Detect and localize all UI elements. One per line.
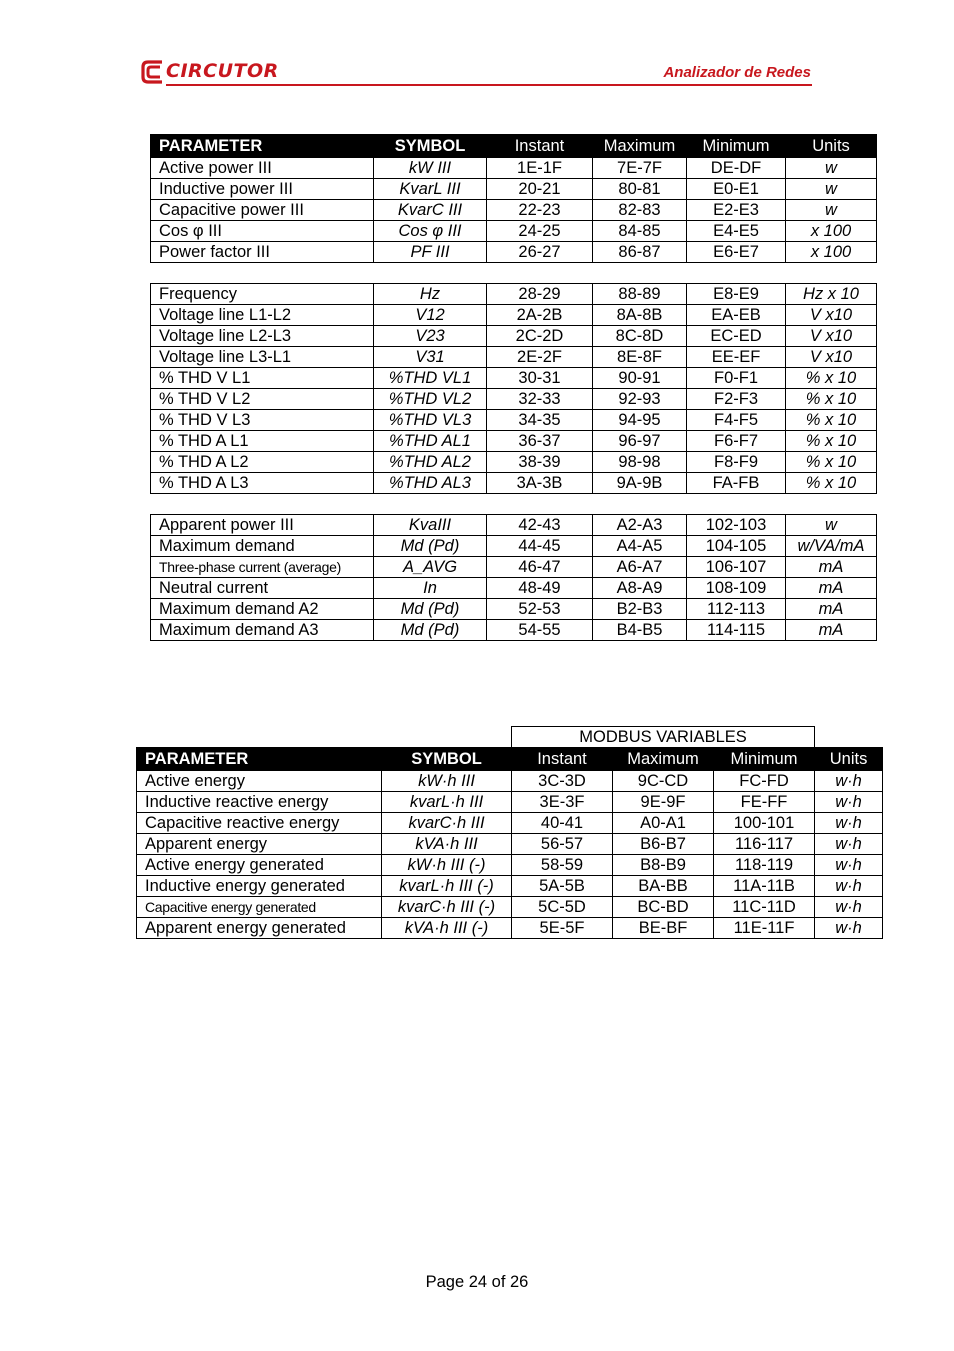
cell-instant: 38-39 xyxy=(487,452,593,473)
table-row xyxy=(137,918,883,939)
cell-symbol: %THD AL1 xyxy=(374,431,487,452)
cell-units: mA xyxy=(786,620,877,641)
cell-minimum: EA-EB xyxy=(687,305,786,326)
cell-units: mA xyxy=(786,557,877,578)
cell-parameter: Voltage line L1-L2 xyxy=(151,305,374,326)
cell-instant: 58-59 xyxy=(512,855,613,876)
cell-minimum: F4-F5 xyxy=(687,410,786,431)
cell-symbol: PF III xyxy=(374,242,487,263)
cell-instant: 3E-3F xyxy=(512,792,613,813)
cell-units: w xyxy=(786,158,877,179)
cell-symbol: kvarC·h III (-) xyxy=(382,897,512,918)
cell-symbol: Md (Pd) xyxy=(374,620,487,641)
cell-parameter: Maximum demand xyxy=(151,536,374,557)
cell-minimum: 11A-11B xyxy=(714,876,815,897)
document-title: Analizador de Redes xyxy=(663,64,811,81)
cell-units: x 100 xyxy=(786,221,877,242)
register-table-2 xyxy=(136,726,883,939)
cell-minimum: DE-DF xyxy=(687,158,786,179)
cell-maximum: 88-89 xyxy=(593,284,687,305)
cell-symbol: V31 xyxy=(374,347,487,368)
cell-minimum: 114-115 xyxy=(687,620,786,641)
cell-symbol: KvarC III xyxy=(374,200,487,221)
cell-minimum: E4-E5 xyxy=(687,221,786,242)
table-row xyxy=(137,813,883,834)
cell-maximum: 98-98 xyxy=(593,452,687,473)
cell-maximum: 9C-CD xyxy=(613,771,714,792)
header-minimum: Minimum xyxy=(687,135,786,158)
cell-minimum: F6-F7 xyxy=(687,431,786,452)
table-header-row xyxy=(151,135,877,158)
cell-units: x 100 xyxy=(786,242,877,263)
page-number: Page 24 of 26 xyxy=(425,1273,529,1291)
cell-units: % x 10 xyxy=(786,389,877,410)
cell-symbol: Cos φ III xyxy=(374,221,487,242)
cell-symbol: %THD AL2 xyxy=(374,452,487,473)
cell-instant: 34-35 xyxy=(487,410,593,431)
cell-instant: 48-49 xyxy=(487,578,593,599)
cell-symbol: kW·h III xyxy=(382,771,512,792)
cell-parameter: % THD A L1 xyxy=(151,431,374,452)
table-row xyxy=(137,855,883,876)
cell-parameter: Power factor III xyxy=(151,242,374,263)
cell-minimum: 102-103 xyxy=(687,515,786,536)
cell-parameter: % THD A L3 xyxy=(151,473,374,494)
cell-units: w·h xyxy=(815,876,883,897)
table-row xyxy=(137,876,883,897)
table-row xyxy=(151,368,877,389)
cell-instant: 3C-3D xyxy=(512,771,613,792)
cell-parameter: Voltage line L3-L1 xyxy=(151,347,374,368)
table-row xyxy=(151,347,877,368)
cell-parameter: % THD V L1 xyxy=(151,368,374,389)
cell-minimum: F8-F9 xyxy=(687,452,786,473)
cell-maximum: 94-95 xyxy=(593,410,687,431)
table-row xyxy=(151,200,877,221)
cell-symbol: A_AVG xyxy=(374,557,487,578)
cell-symbol: kvarC·h III xyxy=(382,813,512,834)
cell-symbol: kvarL·h III (-) xyxy=(382,876,512,897)
cell-maximum: A2-A3 xyxy=(593,515,687,536)
cell-symbol: Hz xyxy=(374,284,487,305)
cell-instant: 5E-5F xyxy=(512,918,613,939)
cell-units: w·h xyxy=(815,792,883,813)
register-table-1 xyxy=(150,134,877,641)
cell-instant: 30-31 xyxy=(487,368,593,389)
cell-parameter: Capacitive reactive energy xyxy=(137,813,382,834)
cell-units: w xyxy=(786,200,877,221)
cell-symbol: %THD VL2 xyxy=(374,389,487,410)
cell-instant: 28-29 xyxy=(487,284,593,305)
table-row xyxy=(151,221,877,242)
header-minimum: Minimum xyxy=(714,748,815,771)
cell-units: mA xyxy=(786,599,877,620)
table-row xyxy=(151,158,877,179)
cell-maximum: A0-A1 xyxy=(613,813,714,834)
cell-parameter: Neutral current xyxy=(151,578,374,599)
table-row xyxy=(151,284,877,305)
table-row xyxy=(151,515,877,536)
cell-parameter: % THD V L2 xyxy=(151,389,374,410)
header-maximum: Maximum xyxy=(593,135,687,158)
cell-maximum: 90-91 xyxy=(593,368,687,389)
cell-maximum: 82-83 xyxy=(593,200,687,221)
cell-minimum: FE-FF xyxy=(714,792,815,813)
cell-parameter: Inductive reactive energy xyxy=(137,792,382,813)
cell-minimum: 100-101 xyxy=(714,813,815,834)
table-row xyxy=(151,452,877,473)
cell-parameter: Active energy xyxy=(137,771,382,792)
table-row xyxy=(151,599,877,620)
cell-minimum: EC-ED xyxy=(687,326,786,347)
table-row xyxy=(151,410,877,431)
header-parameter: PARAMETER xyxy=(137,748,382,771)
cell-instant: 42-43 xyxy=(487,515,593,536)
header-symbol: SYMBOL xyxy=(374,135,487,158)
cell-units: V x10 xyxy=(786,347,877,368)
cell-units: w/VA/mA xyxy=(786,536,877,557)
cell-maximum: A8-A9 xyxy=(593,578,687,599)
cell-instant: 54-55 xyxy=(487,620,593,641)
cell-maximum: BA-BB xyxy=(613,876,714,897)
table-row xyxy=(151,473,877,494)
cell-instant: 40-41 xyxy=(512,813,613,834)
cell-symbol: KvarL III xyxy=(374,179,487,200)
cell-instant: 44-45 xyxy=(487,536,593,557)
cell-units: w·h xyxy=(815,855,883,876)
cell-symbol: In xyxy=(374,578,487,599)
table-row xyxy=(137,771,883,792)
cell-maximum: 8A-8B xyxy=(593,305,687,326)
cell-symbol: %THD VL1 xyxy=(374,368,487,389)
cell-minimum: F2-F3 xyxy=(687,389,786,410)
table-row xyxy=(151,305,877,326)
table-header-row xyxy=(137,748,883,771)
cell-minimum: 108-109 xyxy=(687,578,786,599)
cell-instant: 2A-2B xyxy=(487,305,593,326)
cell-symbol: kW·h III (-) xyxy=(382,855,512,876)
table-row xyxy=(151,431,877,452)
cell-minimum: FC-FD xyxy=(714,771,815,792)
cell-parameter: Capacitive energy generated xyxy=(137,897,382,918)
cell-minimum: 106-107 xyxy=(687,557,786,578)
cell-units: w·h xyxy=(815,834,883,855)
cell-parameter: Capacitive power III xyxy=(151,200,374,221)
cell-minimum: FA-FB xyxy=(687,473,786,494)
cell-maximum: BE-BF xyxy=(613,918,714,939)
cell-maximum: 7E-7F xyxy=(593,158,687,179)
cell-units: Hz x 10 xyxy=(786,284,877,305)
header-symbol: SYMBOL xyxy=(382,748,512,771)
cell-instant: 36-37 xyxy=(487,431,593,452)
cell-units: w xyxy=(786,515,877,536)
group-spacer xyxy=(151,263,877,284)
cell-parameter: Apparent energy xyxy=(137,834,382,855)
cell-maximum: BC-BD xyxy=(613,897,714,918)
cell-units: w·h xyxy=(815,813,883,834)
cell-minimum: E8-E9 xyxy=(687,284,786,305)
table-row xyxy=(151,536,877,557)
modbus-variables-label: MODBUS VARIABLES xyxy=(512,727,815,748)
cell-maximum: 84-85 xyxy=(593,221,687,242)
cell-symbol: %THD AL3 xyxy=(374,473,487,494)
cell-minimum: EE-EF xyxy=(687,347,786,368)
cell-symbol: V12 xyxy=(374,305,487,326)
cell-maximum: B8-B9 xyxy=(613,855,714,876)
cell-parameter: Apparent power III xyxy=(151,515,374,536)
table-row xyxy=(137,792,883,813)
cell-parameter: Maximum demand A3 xyxy=(151,620,374,641)
cell-instant: 20-21 xyxy=(487,179,593,200)
cell-minimum: F0-F1 xyxy=(687,368,786,389)
cell-parameter: Frequency xyxy=(151,284,374,305)
cell-units: V x10 xyxy=(786,326,877,347)
cell-maximum: 9E-9F xyxy=(613,792,714,813)
cell-units: w·h xyxy=(815,897,883,918)
cell-instant: 52-53 xyxy=(487,599,593,620)
header-units: Units xyxy=(815,748,883,771)
cell-minimum: 11C-11D xyxy=(714,897,815,918)
modbus-group-row xyxy=(137,727,883,748)
cell-symbol: kW III xyxy=(374,158,487,179)
cell-symbol: kvarL·h III xyxy=(382,792,512,813)
cell-maximum: B2-B3 xyxy=(593,599,687,620)
header-parameter: PARAMETER xyxy=(151,135,374,158)
cell-symbol: V23 xyxy=(374,326,487,347)
cell-units: w·h xyxy=(815,918,883,939)
table-row xyxy=(151,326,877,347)
cell-maximum: A4-A5 xyxy=(593,536,687,557)
cell-instant: 46-47 xyxy=(487,557,593,578)
cell-units: V x10 xyxy=(786,305,877,326)
cell-maximum: 80-81 xyxy=(593,179,687,200)
header-rule xyxy=(166,84,812,86)
table-row xyxy=(137,897,883,918)
cell-parameter: Apparent energy generated xyxy=(137,918,382,939)
cell-parameter: Cos φ III xyxy=(151,221,374,242)
cell-instant: 5C-5D xyxy=(512,897,613,918)
cell-units: % x 10 xyxy=(786,473,877,494)
cell-parameter: % THD A L2 xyxy=(151,452,374,473)
cell-units: w xyxy=(786,179,877,200)
cell-minimum: E0-E1 xyxy=(687,179,786,200)
cell-parameter: Active power III xyxy=(151,158,374,179)
cell-instant: 2C-2D xyxy=(487,326,593,347)
table-row xyxy=(151,620,877,641)
group-spacer xyxy=(151,494,877,515)
cell-maximum: A6-A7 xyxy=(593,557,687,578)
cell-minimum: 104-105 xyxy=(687,536,786,557)
cell-instant: 3A-3B xyxy=(487,473,593,494)
cell-parameter: Inductive energy generated xyxy=(137,876,382,897)
cell-minimum: 11E-11F xyxy=(714,918,815,939)
table-row xyxy=(151,578,877,599)
cell-units: % x 10 xyxy=(786,452,877,473)
cell-symbol: Md (Pd) xyxy=(374,536,487,557)
cell-parameter: Active energy generated xyxy=(137,855,382,876)
cell-instant: 56-57 xyxy=(512,834,613,855)
cell-parameter: Three-phase current (average) xyxy=(151,557,374,578)
cell-parameter: Voltage line L2-L3 xyxy=(151,326,374,347)
cell-maximum: B4-B5 xyxy=(593,620,687,641)
brand-name: CIRCUTOR xyxy=(166,60,279,82)
cell-parameter: % THD V L3 xyxy=(151,410,374,431)
cell-minimum: E2-E3 xyxy=(687,200,786,221)
cell-minimum: 112-113 xyxy=(687,599,786,620)
cell-parameter: Inductive power III xyxy=(151,179,374,200)
cell-maximum: 92-93 xyxy=(593,389,687,410)
cell-minimum: 118-119 xyxy=(714,855,815,876)
table-row xyxy=(151,557,877,578)
header-instant: Instant xyxy=(487,135,593,158)
cell-instant: 22-23 xyxy=(487,200,593,221)
table-row xyxy=(151,389,877,410)
cell-units: % x 10 xyxy=(786,431,877,452)
cell-parameter: Maximum demand A2 xyxy=(151,599,374,620)
cell-minimum: 116-117 xyxy=(714,834,815,855)
cell-symbol: KvaIII xyxy=(374,515,487,536)
cell-symbol: Md (Pd) xyxy=(374,599,487,620)
cell-maximum: 9A-9B xyxy=(593,473,687,494)
cell-units: % x 10 xyxy=(786,368,877,389)
cell-units: % x 10 xyxy=(786,410,877,431)
table-row xyxy=(151,179,877,200)
cell-maximum: 96-97 xyxy=(593,431,687,452)
cell-instant: 32-33 xyxy=(487,389,593,410)
table-row xyxy=(151,242,877,263)
cell-instant: 2E-2F xyxy=(487,347,593,368)
cell-instant: 24-25 xyxy=(487,221,593,242)
cell-maximum: 8C-8D xyxy=(593,326,687,347)
cell-instant: 26-27 xyxy=(487,242,593,263)
table-row xyxy=(137,834,883,855)
cell-symbol: kVA·h III (-) xyxy=(382,918,512,939)
cell-instant: 5A-5B xyxy=(512,876,613,897)
cell-instant: 1E-1F xyxy=(487,158,593,179)
cell-maximum: B6-B7 xyxy=(613,834,714,855)
cell-symbol: %THD VL3 xyxy=(374,410,487,431)
cell-units: w·h xyxy=(815,771,883,792)
cell-maximum: 8E-8F xyxy=(593,347,687,368)
cell-maximum: 86-87 xyxy=(593,242,687,263)
cell-units: mA xyxy=(786,578,877,599)
cell-symbol: kVA·h III xyxy=(382,834,512,855)
header-units: Units xyxy=(786,135,877,158)
header-maximum: Maximum xyxy=(613,748,714,771)
cell-minimum: E6-E7 xyxy=(687,242,786,263)
header-instant: Instant xyxy=(512,748,613,771)
